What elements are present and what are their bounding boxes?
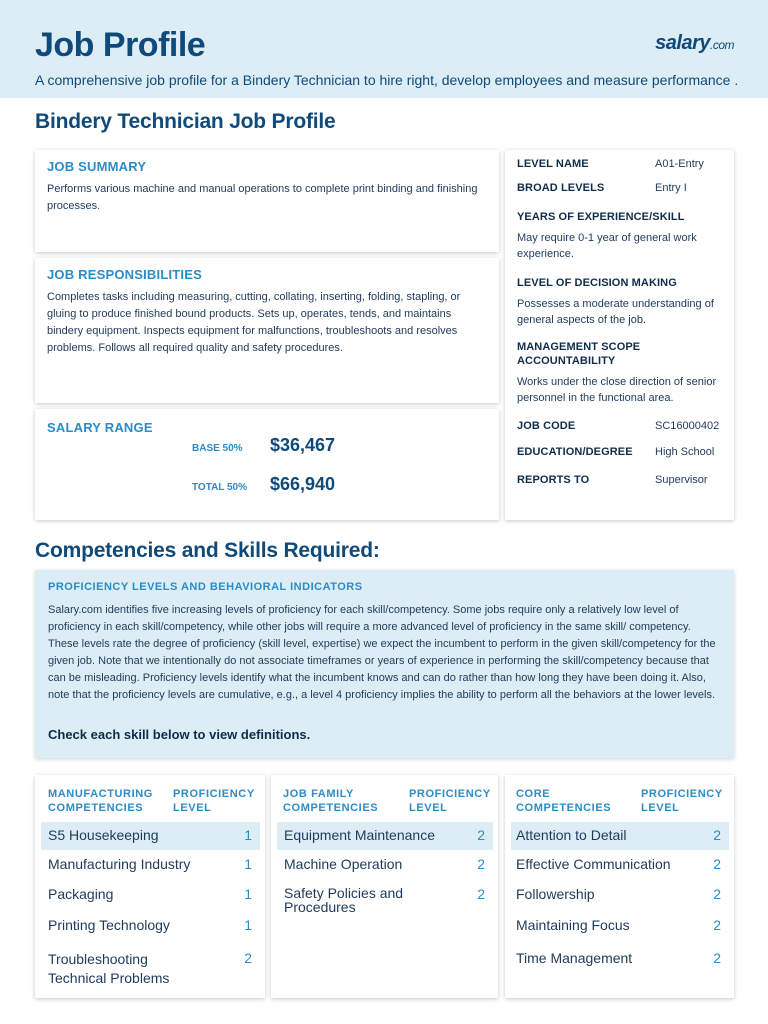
competency-row[interactable] xyxy=(277,822,493,850)
column-heading-line: COMPETENCIES xyxy=(516,802,612,814)
competency-level: 2 xyxy=(477,886,485,902)
job-family-competencies-card xyxy=(271,775,498,998)
manufacturing-competencies-card xyxy=(35,775,265,998)
competency-level: 1 xyxy=(244,856,252,872)
competency-name: Effective Communication xyxy=(516,856,671,872)
salary-total-label: TOTAL 50% xyxy=(192,482,248,493)
competency-row[interactable] xyxy=(511,822,729,850)
competency-level: 2 xyxy=(713,917,721,933)
job-summary-heading: JOB SUMMARY xyxy=(47,159,147,174)
proficiency-heading-line: LEVEL xyxy=(409,802,448,814)
proficiency-heading: PROFICIENCY LEVELS AND BEHAVIORAL INDICATORS xyxy=(48,581,363,593)
reports-to-value: Supervisor xyxy=(655,474,708,486)
experience-label: YEARS OF EXPERIENCE/SKILL xyxy=(517,211,685,223)
competency-level: 2 xyxy=(713,827,721,843)
competencies-title: Competencies and Skills Required: xyxy=(35,539,380,562)
competency-name: Maintaining Focus xyxy=(516,917,630,933)
experience-text: May require 0-1 year of general work experience. xyxy=(517,232,697,260)
salary-range-card xyxy=(35,409,499,520)
competency-name: Packaging xyxy=(48,886,114,902)
column-heading-line: JOB FAMILY xyxy=(283,788,354,800)
column-heading-line: MANUFACTURING xyxy=(48,788,153,800)
proficiency-info-box xyxy=(35,570,734,758)
competency-name: Safety Policies and Procedures xyxy=(284,885,404,915)
page-subtitle: A comprehensive job profile for a Bindery Technician to hire right, develop employees and measure performance . xyxy=(35,72,739,88)
job-responsibilities-heading: JOB RESPONSIBILITIES xyxy=(47,267,202,282)
job-details-sidebar xyxy=(505,150,734,520)
competency-row[interactable] xyxy=(41,912,260,940)
competency-row[interactable] xyxy=(41,881,260,909)
competency-row[interactable] xyxy=(41,822,260,850)
proficiency-heading-line: PROFICIENCY xyxy=(409,788,491,800)
competency-name: S5 Housekeeping xyxy=(48,827,159,843)
column-heading-line: CORE xyxy=(516,788,551,800)
salary-range-heading: SALARY RANGE xyxy=(47,420,153,435)
salary-base-row xyxy=(192,435,335,456)
competency-name: Followership xyxy=(516,886,595,902)
decision-making-text: Possesses a moderate understanding of general aspects of the job. xyxy=(517,298,714,326)
proficiency-text: Salary.com identifies five increasing levels of proficiency for each skill/competency. Some jobs require only a relatively low level of proficiency in each skill/competency, while other jobs will require a more advanced level of proficiency in the same skill/ competency. These levels rate the degree of proficiency (skill level, expertise) we expect the incumbent to perform in the given skill/competency for the given job. Note that we intentionally do not associate timeframes or years of experience in performing the skill/competency because that can be misleading. Proficiency levels identify what the incumbent knows and can do rather than how long they have been doing it. Also, note that the proficiency levels are cumulative, e.g., a level 4 proficiency implies the ability to perform all the behaviors at the lower levels. xyxy=(48,604,716,701)
competency-name: Time Management xyxy=(516,950,633,966)
job-code-value: SC16000402 xyxy=(655,420,720,432)
column-heading-line: COMPETENCIES xyxy=(48,802,144,814)
job-responsibilities-text: Completes tasks including measuring, cutting, collating, inserting, folding, stapling, or gluing to produce finished bound products. Sets up, operates, tends, and maintains bindery equipment. Inspects equipment for malfunctions, troubleshoots and resolves problems. Follows all required quality and safety procedures. xyxy=(47,291,461,354)
competency-level: 2 xyxy=(713,856,721,872)
level-name-label: LEVEL NAME xyxy=(517,158,589,170)
competency-level: 1 xyxy=(244,917,252,933)
column-heading-line: COMPETENCIES xyxy=(283,802,379,814)
education-value: High School xyxy=(655,446,715,458)
column-heading xyxy=(48,787,153,815)
competency-level: 2 xyxy=(477,856,485,872)
broad-levels-label: BROAD LEVELS xyxy=(517,182,605,194)
accountability-label: ACCOUNTABILITY xyxy=(517,355,616,367)
competency-level: 2 xyxy=(477,827,485,843)
profile-title: Bindery Technician Job Profile xyxy=(35,110,336,133)
competency-level: 1 xyxy=(244,827,252,843)
competency-row[interactable] xyxy=(277,851,493,879)
core-competencies-card xyxy=(505,775,734,998)
competency-level: 2 xyxy=(244,950,252,966)
logo-main-text: salary xyxy=(655,32,710,54)
competency-row[interactable] xyxy=(511,945,729,973)
job-code-label: JOB CODE xyxy=(517,420,576,432)
management-scope-text: Works under the close direction of senior personnel in the functional area. xyxy=(517,376,717,404)
competency-level: 1 xyxy=(244,886,252,902)
competency-row[interactable] xyxy=(41,945,260,989)
competency-name: Equipment Maintenance xyxy=(284,827,435,843)
column-heading xyxy=(283,787,378,815)
competency-row[interactable] xyxy=(41,851,260,879)
proficiency-heading-line: LEVEL xyxy=(641,802,680,814)
salary-total-value: $66,940 xyxy=(270,474,336,494)
competency-row[interactable] xyxy=(511,851,729,879)
salary-total-row xyxy=(192,474,335,495)
proficiency-level-heading xyxy=(641,787,723,815)
competency-level: 2 xyxy=(713,950,721,966)
competency-row[interactable] xyxy=(277,881,493,921)
competency-name: Machine Operation xyxy=(284,856,403,872)
broad-levels-value: Entry I xyxy=(655,182,687,194)
logo-suffix-text: .com xyxy=(709,38,734,52)
proficiency-level-heading xyxy=(173,787,255,815)
proficiency-cta: Check each skill below to view definitions. xyxy=(48,727,311,742)
column-heading xyxy=(516,787,611,815)
salary-com-logo[interactable] xyxy=(655,32,734,55)
page-header xyxy=(0,0,768,98)
salary-base-label: BASE 50% xyxy=(192,443,243,454)
competency-level: 2 xyxy=(713,886,721,902)
management-scope-label: MANAGEMENT SCOPE xyxy=(517,341,641,353)
reports-to-label: REPORTS TO xyxy=(517,474,590,486)
competency-name: Manufacturing Industry xyxy=(48,856,191,872)
competency-name: Troubleshooting Technical Problems xyxy=(48,951,170,986)
competency-row[interactable] xyxy=(511,912,729,940)
page-title: Job Profile xyxy=(35,26,206,64)
competency-name: Attention to Detail xyxy=(516,827,627,843)
level-name-value: A01-Entry xyxy=(655,158,704,170)
competency-row[interactable] xyxy=(511,881,729,909)
competency-name: Printing Technology xyxy=(48,917,170,933)
salary-base-value: $36,467 xyxy=(270,435,336,455)
job-summary-card xyxy=(35,150,499,252)
job-responsibilities-card xyxy=(35,258,499,403)
job-summary-text: Performs various machine and manual operations to complete print binding and finishing processes. xyxy=(47,183,478,212)
decision-making-label: LEVEL OF DECISION MAKING xyxy=(517,277,677,289)
proficiency-heading-line: PROFICIENCY xyxy=(641,788,723,800)
education-label: EDUCATION/DEGREE xyxy=(517,446,633,458)
proficiency-heading-line: PROFICIENCY xyxy=(173,788,255,800)
proficiency-level-heading xyxy=(409,787,491,815)
proficiency-heading-line: LEVEL xyxy=(173,802,212,814)
